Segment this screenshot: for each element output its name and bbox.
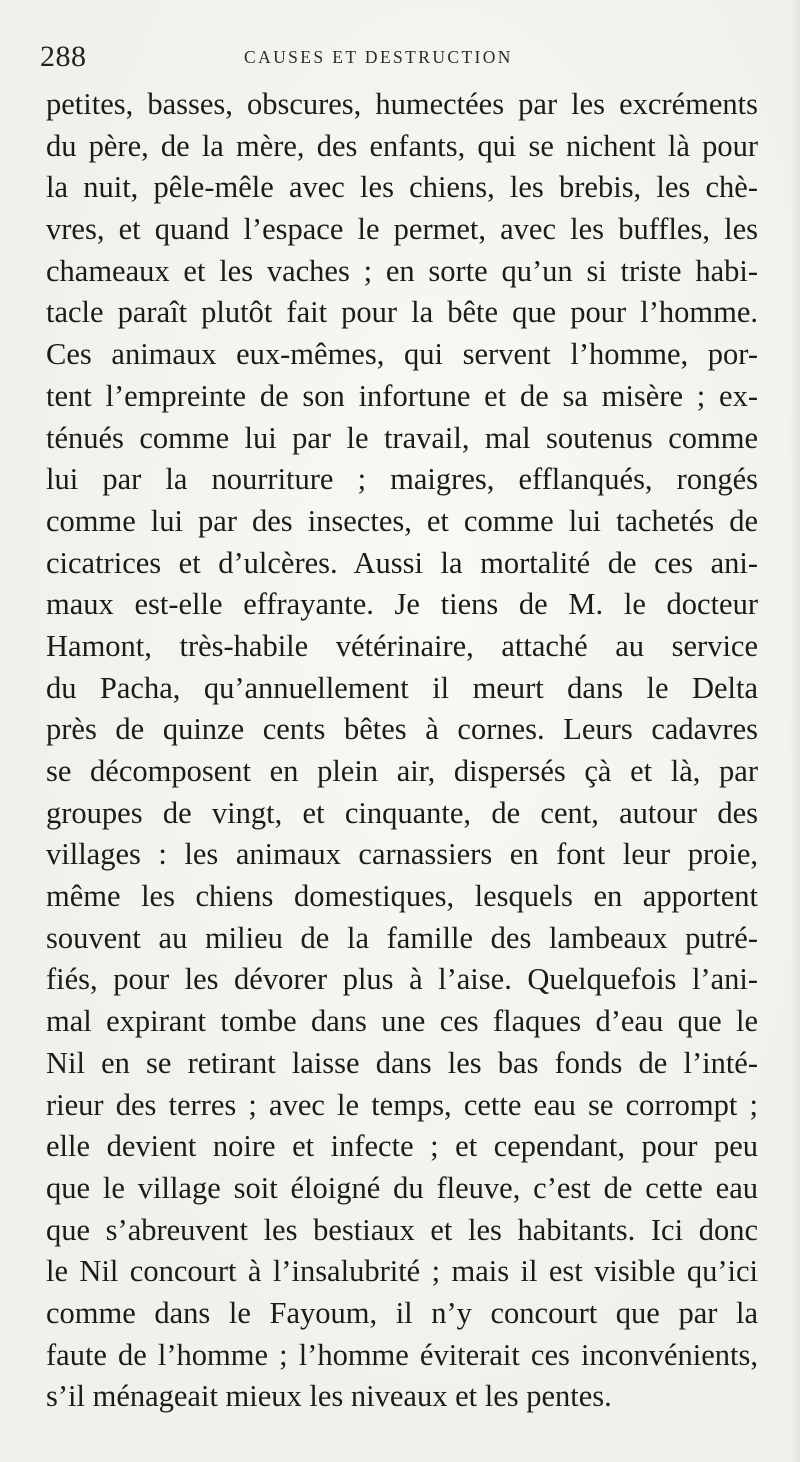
text-line: rieur des terres ; avec le temps, cette eau se corrompt ;	[46, 1087, 758, 1122]
text-line: du Pacha, qu’annuellement il meurt dans le Delta	[46, 670, 758, 705]
page-number: 288	[40, 40, 87, 73]
text-line: fiés, pour les dévorer plus à l’aise. Quelquefois l’ani-	[46, 962, 758, 997]
text-line: le Nil concourt à l’insalubrité ; mais il est visible qu’ici	[46, 1254, 758, 1289]
text-line: même les chiens domestiques, lesquels en apportent	[46, 879, 758, 914]
text-line: souvent au milieu de la famille des lambeaux putré-	[46, 920, 758, 955]
text-line: que s’abreuvent les bestiaux et les habitants. Ici donc	[46, 1212, 758, 1247]
text-line: elle devient noire et infecte ; et cependant, pour peu	[46, 1129, 758, 1164]
text-line: la nuit, pêle-mêle avec les chiens, les brebis, les chè-	[46, 170, 758, 205]
text-line: comme dans le Fayoum, il n’y concourt que par la	[46, 1295, 758, 1330]
text-line: tacle paraît plutôt fait pour la bête que pour l’homme.	[46, 295, 758, 330]
text-line: tent l’empreinte de son infortune et de sa misère ; ex-	[46, 378, 758, 413]
text-line: vres, et quand l’espace le permet, avec les buffles, les	[46, 212, 758, 247]
text-line: se décomposent en plein air, dispersés çà et là, par	[46, 754, 758, 788]
text-line: cicatrices et d’ulcères. Aussi la mortalité de ces ani-	[46, 545, 758, 580]
page-edge-shadow	[790, 0, 800, 1462]
text-line: petites, basses, obscures, humectées par les excréments	[46, 87, 758, 121]
text-line: chameaux et les vaches ; en sorte qu’un si triste habi-	[46, 253, 758, 288]
text-line: comme lui par des insectes, et comme lui tachetés de	[46, 503, 758, 538]
body-text	[46, 84, 758, 1418]
running-head	[34, 34, 752, 78]
text-line: ténués comme lui par le travail, mal soutenus comme	[46, 420, 758, 455]
text-line: maux est-elle effrayante. Je tiens de M. le docteur	[46, 587, 758, 622]
text-line: lui par la nourriture ; maigres, efflanqués, rongés	[46, 462, 758, 497]
text-line: groupes de vingt, et cinquante, de cent, autour des	[46, 795, 758, 830]
text-line: du père, de la mère, des enfants, qui se nichent là pour	[46, 128, 758, 163]
running-title: CAUSES ET DESTRUCTION	[244, 47, 513, 67]
text-line: mal expirant tombe dans une ces flaques d’eau que le	[46, 1004, 758, 1039]
text-line: s’il ménageait mieux les niveaux et les pentes.	[46, 1379, 612, 1414]
text-line: Nil en se retirant laisse dans les bas fonds de l’inté-	[46, 1045, 758, 1080]
text-line: Ces animaux eux-mêmes, qui servent l’homme, por-	[46, 337, 758, 372]
text-line: que le village soit éloigné du fleuve, c’est de cette eau	[46, 1170, 758, 1205]
text-line: Hamont, très-habile vétérinaire, attaché au service	[46, 628, 758, 663]
text-line: faute de l’homme ; l’homme éviterait ces inconvénients,	[46, 1337, 758, 1372]
text-line: villages : les animaux carnassiers en font leur proie,	[46, 837, 758, 872]
text-line: près de quinze cents bêtes à cornes. Leurs cadavres	[46, 712, 758, 747]
